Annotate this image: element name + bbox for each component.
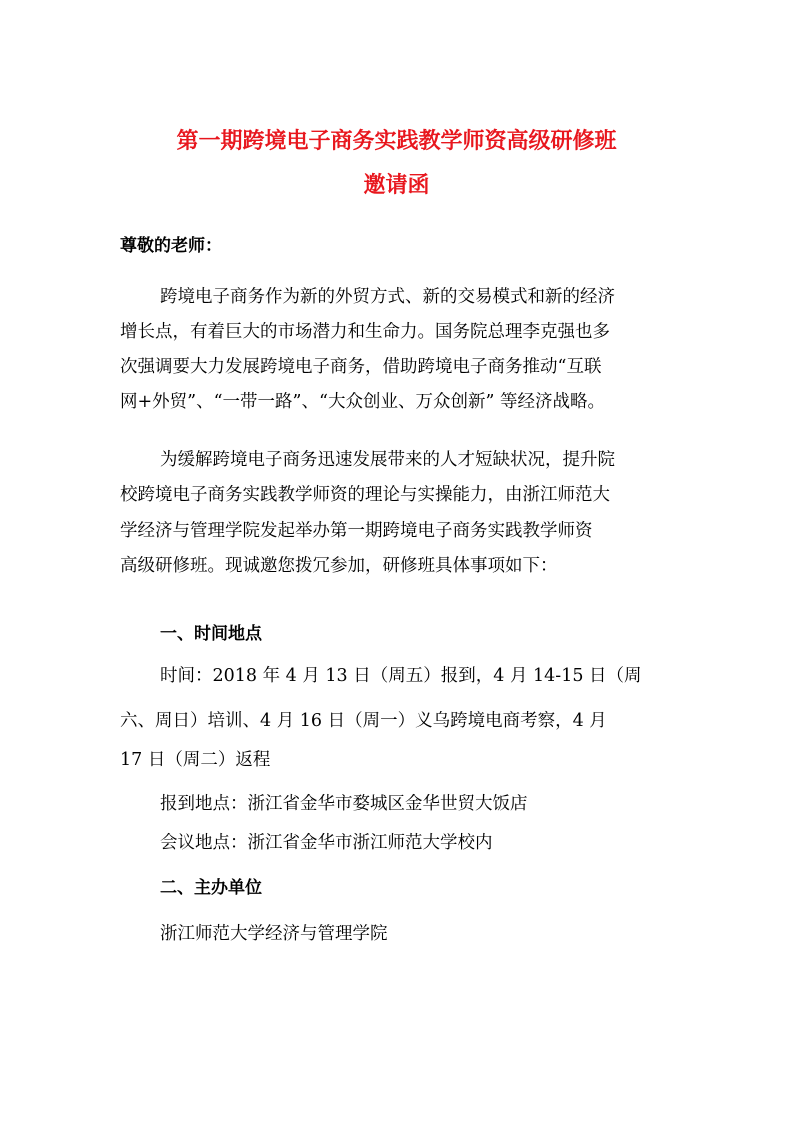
paragraph-2-line-2: 校跨境电子商务实践教学师资的理论与实操能力，由浙江师范大 — [120, 485, 610, 505]
paragraph-1-line-2: 增长点，有着巨大的市场潜力和生命力。国务院总理李克强也多 — [120, 322, 610, 342]
organizer-name: 浙江师范大学经济与管理学院 — [160, 924, 388, 944]
document-title: 第一期跨境电子商务实践教学师资高级研修班 — [176, 129, 617, 154]
paragraph-1-line-1: 跨境电子商务作为新的外贸方式、新的交易模式和新的经济 — [160, 287, 615, 307]
meeting-location: 会议地点：浙江省金华市浙江师范大学校内 — [160, 833, 493, 853]
paragraph-2-line-1: 为缓解跨境电子商务迅速发展带来的人才短缺状况，提升院 — [160, 450, 615, 470]
section-heading-time-location: 一、时间地点 — [160, 624, 262, 644]
paragraph-2-line-4: 高级研修班。现诚邀您拨冗参加，研修班具体事项如下： — [120, 556, 558, 576]
document-subtitle: 邀请函 — [363, 173, 430, 198]
section-heading-organizer: 二、主办单位 — [160, 878, 262, 898]
time-line-3: 17 日（周二）返程 — [120, 750, 271, 770]
paragraph-2-line-3: 学经济与管理学院发起举办第一期跨境电子商务实践教学师资 — [120, 521, 593, 541]
time-line-2: 六、周日）培训、4 月 16 日（周一）义乌跨境电商考察，4 月 — [120, 711, 607, 731]
salutation: 尊敬的老师： — [120, 236, 222, 256]
checkin-location: 报到地点：浙江省金华市婺城区金华世贸大饭店 — [160, 794, 528, 814]
paragraph-1-line-3: 次强调要大力发展跨境电子商务，借助跨境电子商务推动“互联 — [120, 357, 602, 377]
time-line-1: 时间：2018 年 4 月 13 日（周五）报到，4 月 14-15 日（周 — [160, 666, 642, 686]
paragraph-1-line-4: 网+外贸”、“一带一路”、“大众创业、万众创新” 等经济战略。 — [120, 392, 605, 412]
